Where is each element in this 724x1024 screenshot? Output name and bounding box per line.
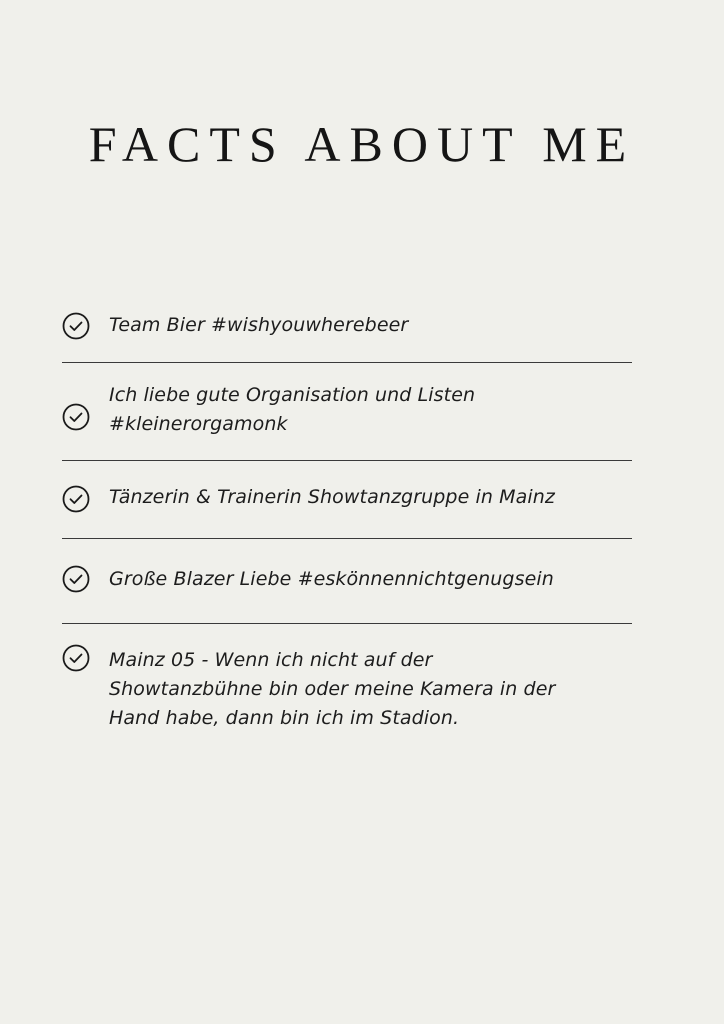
divider <box>62 623 632 624</box>
check-circle-icon <box>62 644 90 672</box>
fact-text-5: Mainz 05 - Wenn ich nicht auf der Showtanzbühne bin oder meine Kamera in der Hand habe, dann bin ich im Stadion. <box>109 649 556 729</box>
check-circle-icon <box>62 565 90 593</box>
check-circle-icon <box>62 403 90 431</box>
fact-text-1: Team Bier #wishyouwherebeer <box>109 314 409 336</box>
divider <box>62 460 632 461</box>
page-title: FACTS ABOUT ME <box>88 116 636 172</box>
fact-text-4: Große Blazer Liebe #eskönnennichtgenugsein <box>109 568 554 590</box>
divider <box>62 362 632 363</box>
fact-text-2: Ich liebe gute Organisation und Listen #kleinerorgamonk <box>109 384 476 435</box>
check-circle-icon <box>62 312 90 340</box>
divider <box>62 538 632 539</box>
check-circle-icon <box>62 485 90 513</box>
fact-text-3: Tänzerin & Trainerin Showtanzgruppe in Mainz <box>109 486 555 508</box>
